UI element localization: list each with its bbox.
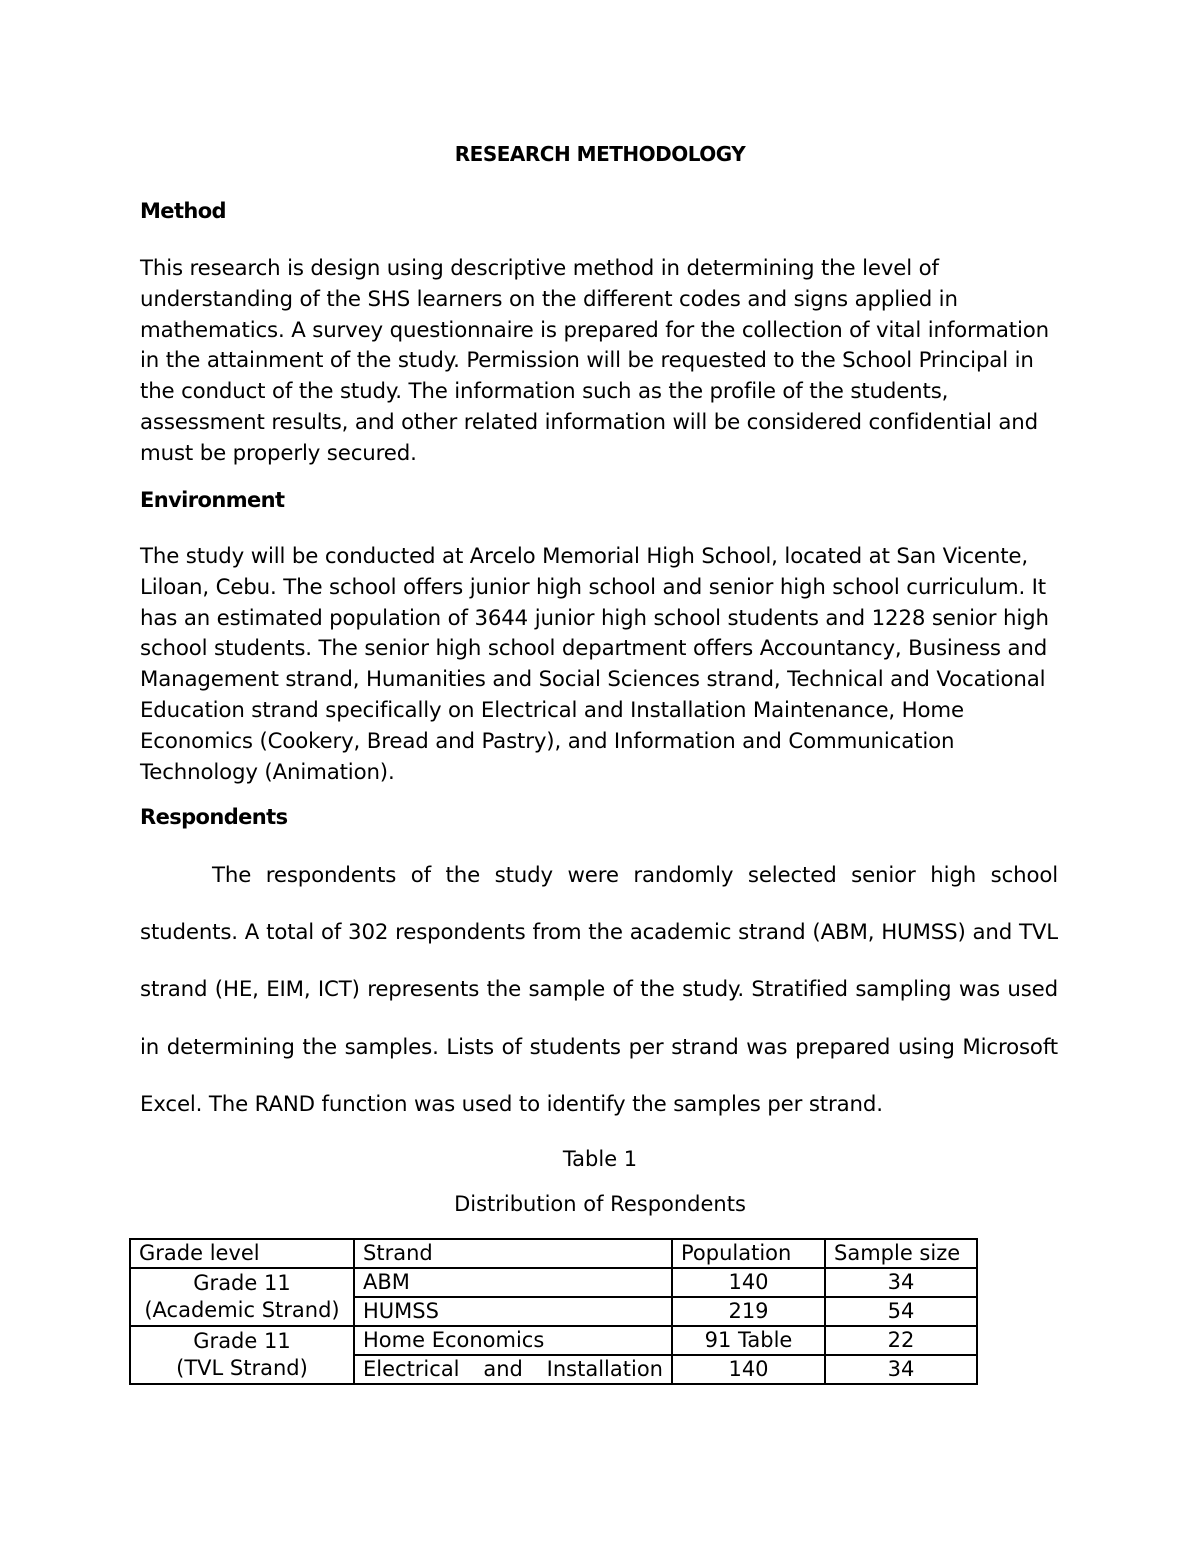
strand-cell: ABM [354, 1268, 672, 1297]
table-caption: Distribution of Respondents [454, 1192, 746, 1216]
strand-word: Electrical [363, 1357, 460, 1381]
respondents-heading: Respondents [140, 805, 288, 829]
sample-size-cell: 34 [825, 1355, 977, 1384]
header-grade-level: Grade level [130, 1239, 354, 1268]
grade-strand-label: (TVL Strand) [176, 1356, 308, 1380]
grade-label: Grade 11 [193, 1329, 291, 1353]
header-population: Population [672, 1239, 825, 1268]
strand-word: Installation [546, 1357, 663, 1381]
table-label: Table 1 [562, 1147, 638, 1171]
sample-size-cell: 34 [825, 1268, 977, 1297]
table-row [130, 1326, 977, 1355]
grade-strand-label: (Academic Strand) [144, 1298, 340, 1322]
table-header-row [130, 1239, 977, 1268]
distribution-table [129, 1238, 978, 1385]
strand-words [363, 1356, 663, 1383]
sample-size-cell: 54 [825, 1297, 977, 1326]
grade-cell-academic [130, 1268, 354, 1326]
strand-cell: HUMSS [354, 1297, 672, 1326]
strand-cell: Home Economics [354, 1326, 672, 1355]
header-sample-size: Sample size [825, 1239, 977, 1268]
method-heading: Method [140, 199, 226, 223]
strand-cell [354, 1355, 672, 1384]
respondents-paragraph: The respondents of the study were randomly selected senior high school students. A total of 302 respondents from the academic strand (ABM, HUMSS) and TVL strand (HE, EIM, ICT) represents the sample of the study. Stratified sampling was used in determining the samples. Lists of students per strand was prepared using Microsoft Excel. The RAND function was used to identify the samples per strand. [140, 863, 1058, 1117]
page-title: RESEARCH METHODOLOGY [454, 142, 746, 166]
table-row [130, 1268, 977, 1297]
method-paragraph: This research is design using descriptive method in determining the level of understanding of the SHS learners on the different codes and signs applied in mathematics. A survey questionnaire is prepared for the collection of vital information in the attainment of the study. Permission will be requested to the School Principal in the conduct of the study. The information such as the profile of the students, assessment results, and other related information will be considered confidential and must be properly secured. [140, 256, 1049, 466]
grade-cell-tvl [130, 1326, 354, 1384]
environment-heading: Environment [140, 488, 285, 512]
population-cell: 219 [672, 1297, 825, 1326]
population-cell: 140 [672, 1355, 825, 1384]
population-cell: 140 [672, 1268, 825, 1297]
header-strand: Strand [354, 1239, 672, 1268]
environment-paragraph: The study will be conducted at Arcelo Memorial High School, located at San Vicente, Liloan, Cebu. The school offers junior high school and senior high school curriculum. It has an estimated population of 3644 junior high school students and 1228 senior high school students. The senior high school department offers Accountancy, Business and Management strand, Humanities and Social Sciences strand, Technical and Vocational Education strand specifically on Electrical and Installation Maintenance, Home Economics (Cookery, Bread and Pastry), and Information and Communication Technology (Animation). [140, 544, 1049, 785]
population-cell: 91 Table [672, 1326, 825, 1355]
sample-size-cell: 22 [825, 1326, 977, 1355]
grade-label: Grade 11 [193, 1271, 291, 1295]
strand-word: and [483, 1357, 523, 1381]
